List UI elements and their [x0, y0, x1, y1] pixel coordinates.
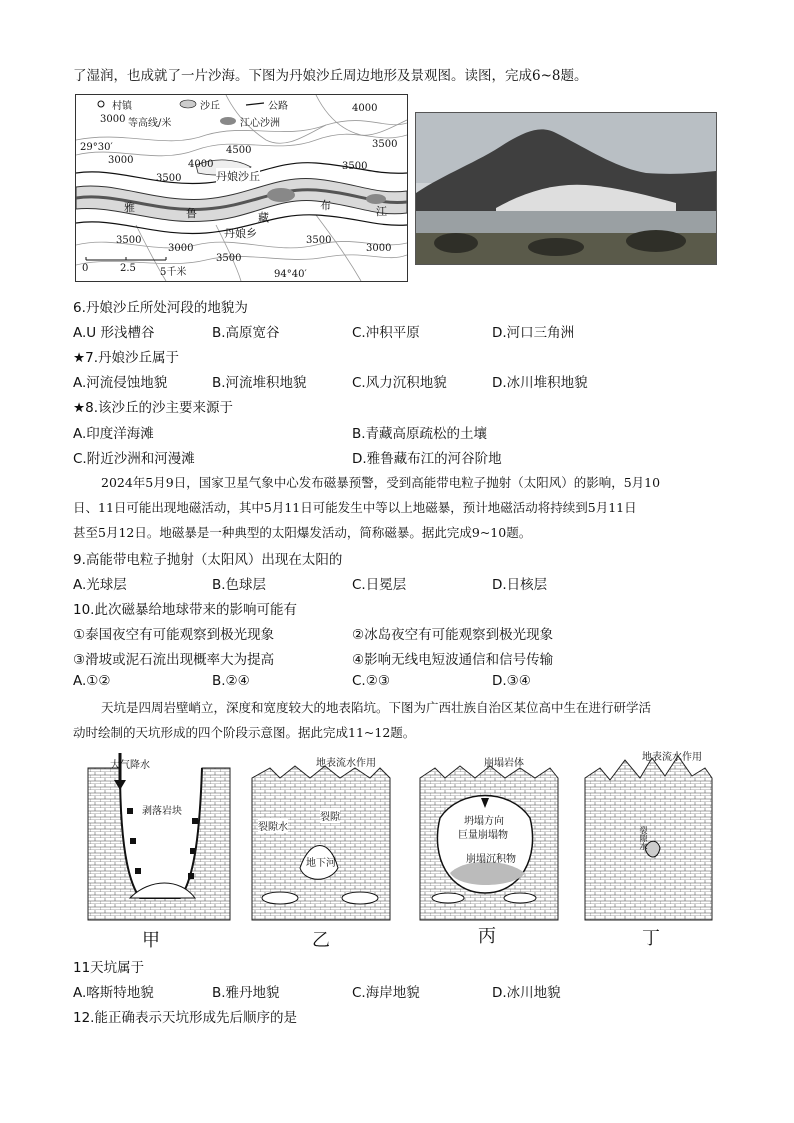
contour-label: 4500: [226, 145, 252, 156]
q7-option-a[interactable]: A.河流侵蚀地貌: [73, 375, 168, 391]
bing-deposit-label: 崩塌沉积物: [466, 854, 516, 865]
jia-rock-label: 剥落岩块: [142, 802, 182, 817]
q8-option-a[interactable]: A.印度洋海滩: [73, 426, 154, 442]
passage2-line: 日、11日可能出现地磁活动，其中5月11日可能发生中等以上地磁暴，预计地磁活动将持续到5月11日: [73, 500, 637, 515]
q6-option-c[interactable]: C.冲积平原: [352, 325, 420, 341]
q10-statement-3: ③滑坡或泥石流出现概率大为提高: [73, 652, 275, 668]
legend-contour-value: 3000: [100, 114, 126, 125]
jia-rain-label: 大气降水: [110, 760, 150, 771]
bing-collapse-rock-label: 崩塌岩体: [484, 758, 524, 769]
q9-option-a[interactable]: A.光球层: [73, 577, 127, 593]
q11-option-a[interactable]: A.喀斯特地貌: [73, 985, 154, 1001]
river-char-4: 布: [320, 199, 331, 212]
q7-stem: ★7.丹娘沙丘属于: [73, 350, 179, 366]
q8-option-c[interactable]: C.附近沙洲和河漫滩: [73, 451, 195, 467]
yi-river-label: 地下河: [306, 858, 336, 869]
stage-bing-label: 丙: [478, 926, 496, 947]
scale-label: 0: [82, 263, 89, 274]
yi-crack-label: 裂隙: [320, 808, 340, 823]
intro-text: 了湿润，也成就了一片沙海。下图为丹娘沙丘周边地形及景观图。读图，完成6~8题。: [73, 68, 588, 84]
q10-option-a[interactable]: A.①②: [73, 673, 111, 689]
q8-stem: ★8.该沙丘的沙主要来源于: [73, 400, 233, 416]
stage-ding-label: 丁: [642, 928, 660, 949]
landscape-photo: [415, 112, 717, 265]
dune-name-label: 丹娘沙丘: [216, 170, 260, 183]
q7-option-b[interactable]: B.河流堆积地貌: [212, 375, 307, 391]
river-char-5: 江: [376, 205, 387, 218]
legend-dune: 沙丘: [200, 101, 220, 112]
contour-label: 3500: [156, 173, 182, 184]
q10-option-c[interactable]: C.②③: [352, 673, 390, 689]
legend-contour: 等高线/米: [128, 118, 172, 129]
ding-flow-label: 地表流水作用: [642, 752, 702, 763]
q6-option-a[interactable]: A.U 形浅槽谷: [73, 325, 155, 341]
q10-option-b[interactable]: B.②④: [212, 673, 250, 689]
legend-village: 村镇: [112, 101, 132, 112]
contour-label: 3500: [306, 235, 332, 246]
river-char-3: 藏: [258, 211, 269, 224]
stage-yi-label: 乙: [312, 930, 330, 951]
contour-label: 3000: [108, 155, 134, 166]
q10-stem: 10.此次磁暴给地球带来的影响可能有: [73, 602, 297, 618]
yi-flow-label: 地表流水作用: [316, 758, 376, 769]
passage2-line: 2024年5月9日，国家卫星气象中心发布磁暴预警，受到高能带电粒子抛射（太阳风）的影响，5月10: [101, 475, 661, 490]
q12-stem: 12.能正确表示天坑形成先后顺序的是: [73, 1010, 297, 1026]
q6-option-d[interactable]: D.河口三角洲: [492, 325, 575, 341]
q9-option-b[interactable]: B.色球层: [212, 577, 267, 593]
q10-statement-2: ②冰岛夜空有可能观察到极光现象: [352, 627, 554, 643]
stage-jia-label: 甲: [142, 930, 160, 951]
q7-option-c[interactable]: C.风力沉积地貌: [352, 375, 447, 391]
q10-option-d[interactable]: D.③④: [492, 673, 531, 689]
passage3-line: 天坑是四周岩壁峭立，深度和宽度较大的地表陷坑。下图为广西壮族自治区某位高中生在进行研学活: [101, 700, 652, 715]
q9-option-c[interactable]: C.日冕层: [352, 577, 407, 593]
q6-stem: 6.丹娘沙丘所处河段的地貌为: [73, 300, 248, 316]
contour-label: 3500: [216, 253, 242, 264]
ding-crack-water-label: 裂隙水: [639, 826, 648, 850]
q10-statement-1: ①泰国夜空有可能观察到极光现象: [73, 627, 275, 643]
bing-mass-label: 巨量崩塌物: [458, 830, 508, 841]
q11-option-c[interactable]: C.海岸地貌: [352, 985, 420, 1001]
q9-option-d[interactable]: D.日核层: [492, 577, 548, 593]
tiankeng-diagram: [80, 748, 720, 951]
passage2-line: 甚至5月12日。地磁暴是一种典型的太阳爆发活动，简称磁暴。据此完成9~10题。: [73, 525, 532, 540]
bing-direction-label: 坍塌方向: [464, 816, 504, 827]
legend-island: 江心沙洲: [240, 118, 280, 129]
river-char-1: 雅: [124, 201, 135, 214]
contour-label: 3000: [168, 243, 194, 254]
town-label: 丹娘乡: [224, 227, 257, 240]
q7-option-d[interactable]: D.冰川堆积地貌: [492, 375, 588, 391]
river-char-2: 鲁: [186, 207, 197, 220]
passage3-line: 动时绘制的天坑形成的四个阶段示意图。据此完成11~12题。: [73, 725, 416, 740]
contour-label: 3500: [372, 139, 398, 150]
topo-map: [75, 94, 408, 282]
q8-option-b[interactable]: B.青藏高原疏松的土壤: [352, 426, 488, 442]
q11-option-d[interactable]: D.冰川地貌: [492, 985, 561, 1001]
contour-label: 3500: [116, 235, 142, 246]
contour-label: 3000: [366, 243, 392, 254]
q11-option-b[interactable]: B.雅丹地貌: [212, 985, 280, 1001]
scale-label: 5千米: [160, 267, 187, 278]
scale-label: 2.5: [120, 263, 136, 274]
contour-label: 3500: [342, 161, 368, 172]
legend-road: 公路: [268, 101, 288, 112]
stage-jia-shape: [88, 753, 230, 920]
latitude-label: 29°30′: [80, 142, 113, 153]
q8-option-d[interactable]: D.雅鲁藏布江的河谷阶地: [352, 451, 502, 467]
contour-label: 4000: [352, 103, 378, 114]
q11-stem: 11天坑属于: [73, 960, 145, 976]
yi-crack-water-label: 裂隙水: [258, 818, 288, 833]
contour-label: 4000: [188, 159, 214, 170]
q9-stem: 9.高能带电粒子抛射（太阳风）出现在太阳的: [73, 552, 343, 568]
q6-option-b[interactable]: B.高原宽谷: [212, 325, 280, 341]
longitude-label: 94°40′: [274, 269, 307, 280]
q10-statement-4: ④影响无线电短波通信和信号传输: [352, 652, 554, 668]
